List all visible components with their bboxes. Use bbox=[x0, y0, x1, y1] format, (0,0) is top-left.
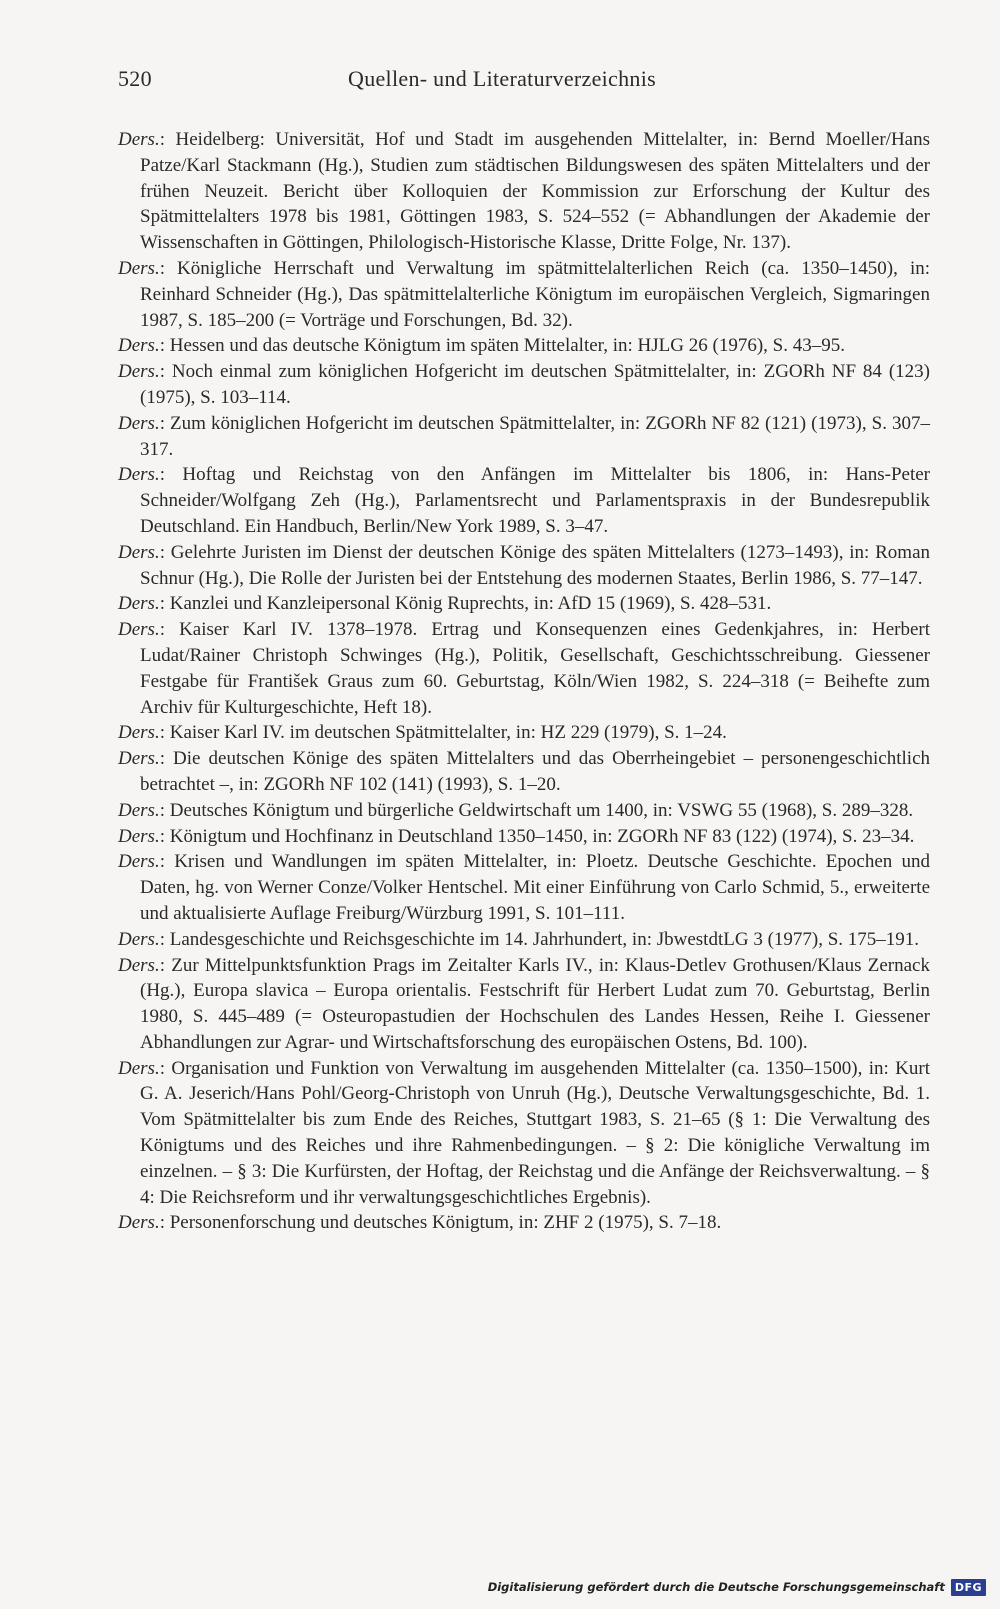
entry-text: : Hessen und das deutsche Königtum im späten Mittelalter, in: HJLG 26 (1976), S. 43–95. bbox=[159, 335, 845, 357]
bibliography-entry bbox=[118, 720, 930, 746]
bibliography-entry bbox=[118, 824, 930, 850]
dfg-logo-icon: DFG bbox=[951, 1579, 986, 1596]
entry-author: Ders. bbox=[118, 593, 160, 615]
entry-author: Ders. bbox=[118, 748, 160, 770]
bibliography-entry bbox=[118, 540, 930, 592]
entry-text: : Gelehrte Juristen im Dienst der deutschen Könige des späten Mittelalters (1273–1493), in: Roman Schnur (Hg.), Die Rolle der Juristen bei der Entstehung des modernen Staates, Berlin 1986, S. 77–147. bbox=[140, 541, 930, 589]
entry-text: : Organisation und Funktion von Verwaltung im ausgehenden Mittelalter (ca. 1350–1500), in: Kurt G. A. Jeserich/Hans Pohl/Georg-Christoph von Unruh (Hg.), Deutsche Verwaltungsgeschichte, Bd. 1. Vom Spätmittelalter bis zum Ende des Reiches, Stuttgart 1983, S. 21–65 (§ 1: Die Verwaltung des Königtums und des Reiches und ihre Rahmenbedingungen. – § 2: Die königliche Verwaltung im einzelnen. – § 3: Die Kurfürsten, der Hoftag, der Reichstag und die Anfänge der Reichsverwaltung. – § 4: Die Reichsreform und ihr verwaltungsgeschichtliches Ergebnis). bbox=[140, 1057, 930, 1208]
entry-text: : Kaiser Karl IV. 1378–1978. Ertrag und Konsequenzen eines Gedenkjahres, in: Herbert Ludat/Rainer Christoph Schwinges (Hg.), Politik, Gesellschaft, Geschichtsschreibung. Giessener Festgabe für František Graus zum 60. Geburtstag, Köln/Wien 1982, S. 224–318 (= Beihefte zum Archiv für Kulturgeschichte, Heft 18). bbox=[140, 619, 930, 718]
bibliography-entry bbox=[118, 333, 930, 359]
entry-text: : Deutsches Königtum und bürgerliche Geldwirtschaft um 1400, in: VSWG 55 (1968), S. 289–328. bbox=[159, 799, 914, 821]
entry-author: Ders. bbox=[118, 1057, 160, 1079]
entry-author: Ders. bbox=[118, 257, 160, 279]
entry-text: : Hoftag und Reichstag von den Anfängen im Mittelalter bis 1806, in: Hans-Peter Schneider/Wolfgang Zeh (Hg.), Parlamentsrecht und Parlamentspraxis in der Bundesrepublik Deutschland. Ein Handbuch, Berlin/New York 1989, S. 3–47. bbox=[140, 464, 930, 537]
entry-author: Ders. bbox=[118, 129, 160, 150]
credit-text: Digitalisierung gefördert durch die Deutsche Forschungsgemeinschaft bbox=[487, 1580, 945, 1594]
entry-text: : Krisen und Wandlungen im späten Mittelalter, in: Ploetz. Deutsche Geschichte. Epochen und Daten, hg. von Werner Conze/Volker Hentschel. Mit einer Einführung von Carlo Schmid, 5., erweiterte und aktualisierte Auflage Freiburg/Würzburg 1991, S. 101–111. bbox=[140, 851, 930, 924]
page-number: 520 bbox=[118, 66, 152, 91]
entry-text: : Kanzlei und Kanzleipersonal König Ruprechts, in: AfD 15 (1969), S. 428–531. bbox=[159, 593, 772, 615]
digitization-credit bbox=[488, 1577, 986, 1597]
entry-text: : Heidelberg: Universität, Hof und Stadt im ausgehenden Mittelalter, in: Bernd Moeller/Hans Patze/Karl Stackmann (Hg.), Studien zum städtischen Bildungswesen des späten Mittelalters und der frühen Neuzeit. Bericht über Kolloquien der Kommission zur Erforschung der Kultur des Spätmittelalters 1978 bis 1981, Göttingen 1983, S. 524–552 (= Abhandlungen der Akademie der Wissenschaften in Göttingen, Philologisch-Historische Klasse, Dritte Folge, Nr. 137). bbox=[140, 129, 930, 254]
entry-author: Ders. bbox=[118, 954, 160, 976]
entry-author: Ders. bbox=[118, 928, 160, 950]
bibliography-entry bbox=[118, 256, 930, 333]
bibliography-entry bbox=[118, 849, 930, 926]
entry-author: Ders. bbox=[118, 412, 160, 434]
bibliography-entry bbox=[118, 953, 930, 1056]
bibliography-entry bbox=[118, 927, 930, 953]
bibliography-entry bbox=[118, 1056, 930, 1211]
entry-author: Ders. bbox=[118, 1212, 160, 1234]
entry-author: Ders. bbox=[118, 851, 160, 873]
entry-text: : Landesgeschichte und Reichsgeschichte im 14. Jahrhundert, in: JbwestdtLG 3 (1977), S. 175–191. bbox=[159, 928, 920, 950]
entry-author: Ders. bbox=[118, 799, 160, 821]
bibliography-entry bbox=[118, 462, 930, 539]
page-header bbox=[118, 66, 928, 102]
bibliography-list bbox=[118, 127, 930, 1236]
running-title: Quellen- und Literaturverzeichnis bbox=[348, 66, 656, 91]
bibliography-entry bbox=[118, 746, 930, 798]
entry-text: : Königliche Herrschaft und Verwaltung im spätmittelalterlichen Reich (ca. 1350–1450), in: Reinhard Schneider (Hg.), Das spätmittelalterliche Königtum im europäischen Vergleich, Sigmaringen 1987, S. 185–200 (= Vorträge und Forschungen, Bd. 32). bbox=[140, 257, 930, 331]
entry-text: : Die deutschen Könige des späten Mittelalters und das Oberrheingebiet – personengeschichtlich betrachtet –, in: ZGORh NF 102 (141) (1993), S. 1–20. bbox=[140, 748, 930, 795]
bibliography-entry bbox=[118, 1210, 930, 1236]
entry-text: : Zum königlichen Hofgericht im deutschen Spätmittelalter, in: ZGORh NF 82 (121) (1973), S. 307–317. bbox=[140, 412, 930, 460]
entry-text: : Kaiser Karl IV. im deutschen Spätmittelalter, in: HZ 229 (1979), S. 1–24. bbox=[159, 722, 727, 744]
entry-author: Ders. bbox=[118, 541, 160, 563]
entry-text: : Zur Mittelpunktsfunktion Prags im Zeitalter Karls IV., in: Klaus-Detlev Grothusen/Klaus Zernack (Hg.), Europa slavica – Europa orientalis. Festschrift für Herbert Ludat zum 70. Geburtstag, Berlin 1980, S. 445–489 (= Osteuropastudien der Hochschulen des Landes Hessen, Reihe I. Giessener Abhandlungen zur Agrar- und Wirtschaftsforschung des europäischen Ostens, Bd. 100). bbox=[140, 954, 930, 1053]
entry-text: : Noch einmal zum königlichen Hofgericht im deutschen Spätmittelalter, in: ZGORh NF 84 (123) (1975), S. 103–114. bbox=[140, 361, 930, 408]
bibliography-entry bbox=[118, 359, 930, 411]
bibliography-entry bbox=[118, 798, 930, 824]
entry-text: : Königtum und Hochfinanz in Deutschland 1350–1450, in: ZGORh NF 83 (122) (1974), S. 23–34. bbox=[159, 825, 915, 847]
entry-author: Ders. bbox=[118, 464, 160, 486]
entry-author: Ders. bbox=[118, 619, 160, 641]
entry-author: Ders. bbox=[118, 335, 160, 357]
entry-author: Ders. bbox=[118, 722, 160, 744]
bibliography-entry bbox=[118, 411, 930, 463]
bibliography-entry bbox=[118, 591, 930, 617]
bibliography-entry bbox=[118, 617, 930, 720]
entry-author: Ders. bbox=[118, 361, 160, 383]
bibliography-entry bbox=[118, 127, 930, 256]
entry-author: Ders. bbox=[118, 825, 160, 847]
entry-text: : Personenforschung und deutsches Königtum, in: ZHF 2 (1975), S. 7–18. bbox=[159, 1212, 722, 1234]
